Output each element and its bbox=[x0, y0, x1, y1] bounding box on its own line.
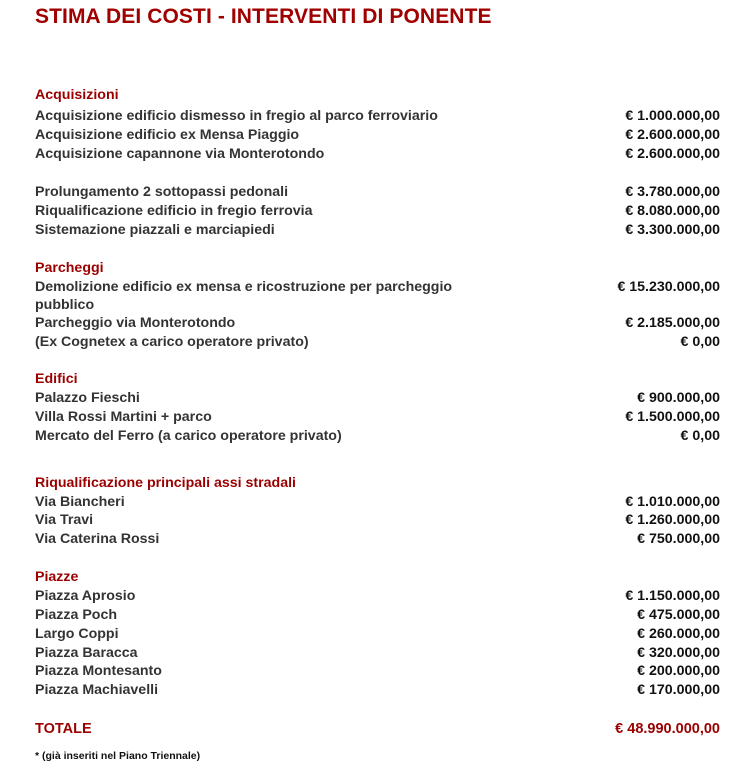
cost-row bbox=[35, 625, 720, 644]
cost-row bbox=[35, 606, 720, 625]
cost-amount: € 200.000,00 bbox=[637, 663, 720, 679]
cost-amount: € 3.780.000,00 bbox=[625, 184, 720, 200]
cost-label: Acquisizione edificio ex Mensa Piaggio bbox=[35, 127, 300, 143]
total-amount: € 48.990.000,00 bbox=[615, 721, 720, 737]
cost-label: Mercato del Ferro (a carico operatore privato) bbox=[35, 428, 342, 444]
cost-amount: € 320.000,00 bbox=[637, 645, 720, 661]
cost-label: Sistemazione piazzali e marciapiedi bbox=[35, 222, 275, 238]
section-title: Piazze bbox=[35, 569, 79, 585]
cost-label: Via Travi bbox=[35, 512, 94, 528]
section-header-edifici bbox=[35, 370, 720, 389]
cost-row bbox=[35, 183, 720, 202]
cost-label: Piazza Montesanto bbox=[35, 663, 162, 679]
cost-label: Piazza Poch bbox=[35, 607, 118, 623]
cost-row bbox=[35, 427, 720, 446]
cost-row bbox=[35, 389, 720, 408]
cost-amount: € 8.080.000,00 bbox=[625, 203, 720, 219]
section-title: Parcheggi bbox=[35, 260, 104, 276]
cost-amount: € 900.000,00 bbox=[637, 390, 720, 406]
cost-amount: € 2.600.000,00 bbox=[625, 146, 720, 162]
cost-row bbox=[35, 408, 720, 427]
cost-amount: € 15.230.000,00 bbox=[617, 279, 720, 295]
cost-label: Via Biancheri bbox=[35, 494, 125, 510]
cost-amount: € 3.300.000,00 bbox=[625, 222, 720, 238]
section-header-piazze bbox=[35, 568, 720, 587]
cost-label: Riqualificazione edificio in fregio ferrovia bbox=[35, 203, 313, 219]
cost-amount: € 260.000,00 bbox=[637, 626, 720, 642]
cost-row bbox=[35, 145, 720, 164]
cost-label: Prolungamento 2 sottopassi pedonali bbox=[35, 184, 289, 200]
cost-label: Piazza Machiavelli bbox=[35, 682, 159, 698]
cost-amount: € 1.000.000,00 bbox=[625, 108, 720, 124]
cost-amount: € 1.500.000,00 bbox=[625, 409, 720, 425]
cost-amount: € 0,00 bbox=[680, 428, 720, 444]
section-title: Acquisizioni bbox=[35, 87, 119, 103]
cost-label: Villa Rossi Martini + parco bbox=[35, 409, 212, 425]
footnote: * (già inseriti nel Piano Triennale) bbox=[35, 750, 201, 762]
cost-label: Acquisizione capannone via Monterotondo bbox=[35, 146, 325, 162]
cost-amount: € 1.010.000,00 bbox=[625, 494, 720, 510]
cost-row bbox=[35, 530, 720, 549]
cost-row bbox=[35, 511, 720, 530]
section-title: Riqualificazione principali assi stradali bbox=[35, 475, 296, 491]
cost-row bbox=[35, 644, 720, 663]
cost-row bbox=[35, 333, 720, 352]
cost-amount: € 0,00 bbox=[680, 334, 720, 350]
cost-label: Piazza Baracca bbox=[35, 645, 138, 661]
cost-row bbox=[35, 314, 720, 333]
cost-label: (Ex Cognetex a carico operatore privato) bbox=[35, 334, 309, 350]
cost-row bbox=[35, 278, 720, 297]
section-title: Edifici bbox=[35, 371, 78, 387]
cost-row bbox=[35, 126, 720, 145]
cost-label: Via Caterina Rossi bbox=[35, 531, 160, 547]
cost-label: Piazza Aprosio bbox=[35, 588, 136, 604]
section-header-acquisizioni bbox=[35, 86, 720, 105]
cost-row bbox=[35, 681, 720, 700]
cost-row bbox=[35, 587, 720, 606]
total-label: TOTALE bbox=[35, 721, 92, 737]
total-row bbox=[35, 720, 720, 739]
cost-amount: € 170.000,00 bbox=[637, 682, 720, 698]
page-title: STIMA DEI COSTI - INTERVENTI DI PONENTE bbox=[35, 5, 492, 28]
cost-row bbox=[35, 221, 720, 240]
cost-amount: € 2.185.000,00 bbox=[625, 315, 720, 331]
cost-row bbox=[35, 493, 720, 512]
cost-label: Acquisizione edificio dismesso in fregio al parco ferroviario bbox=[35, 108, 438, 124]
section-header-assi-stradali bbox=[35, 474, 720, 493]
cost-label: Parcheggio via Monterotondo bbox=[35, 315, 236, 331]
cost-amount: € 2.600.000,00 bbox=[625, 127, 720, 143]
cost-row bbox=[35, 202, 720, 221]
cost-row-continuation bbox=[35, 296, 720, 315]
cost-label: Demolizione edificio ex mensa e ricostruzione per parcheggio bbox=[35, 279, 453, 295]
cost-row bbox=[35, 107, 720, 126]
cost-label: Palazzo Fieschi bbox=[35, 390, 140, 406]
cost-label: Largo Coppi bbox=[35, 626, 119, 642]
cost-amount: € 750.000,00 bbox=[637, 531, 720, 547]
cost-amount: € 1.260.000,00 bbox=[625, 512, 720, 528]
cost-amount: € 1.150.000,00 bbox=[625, 588, 720, 604]
cost-amount: € 475.000,00 bbox=[637, 607, 720, 623]
cost-row bbox=[35, 662, 720, 681]
cost-label-continuation: pubblico bbox=[35, 297, 95, 313]
section-header-parcheggi bbox=[35, 259, 720, 278]
